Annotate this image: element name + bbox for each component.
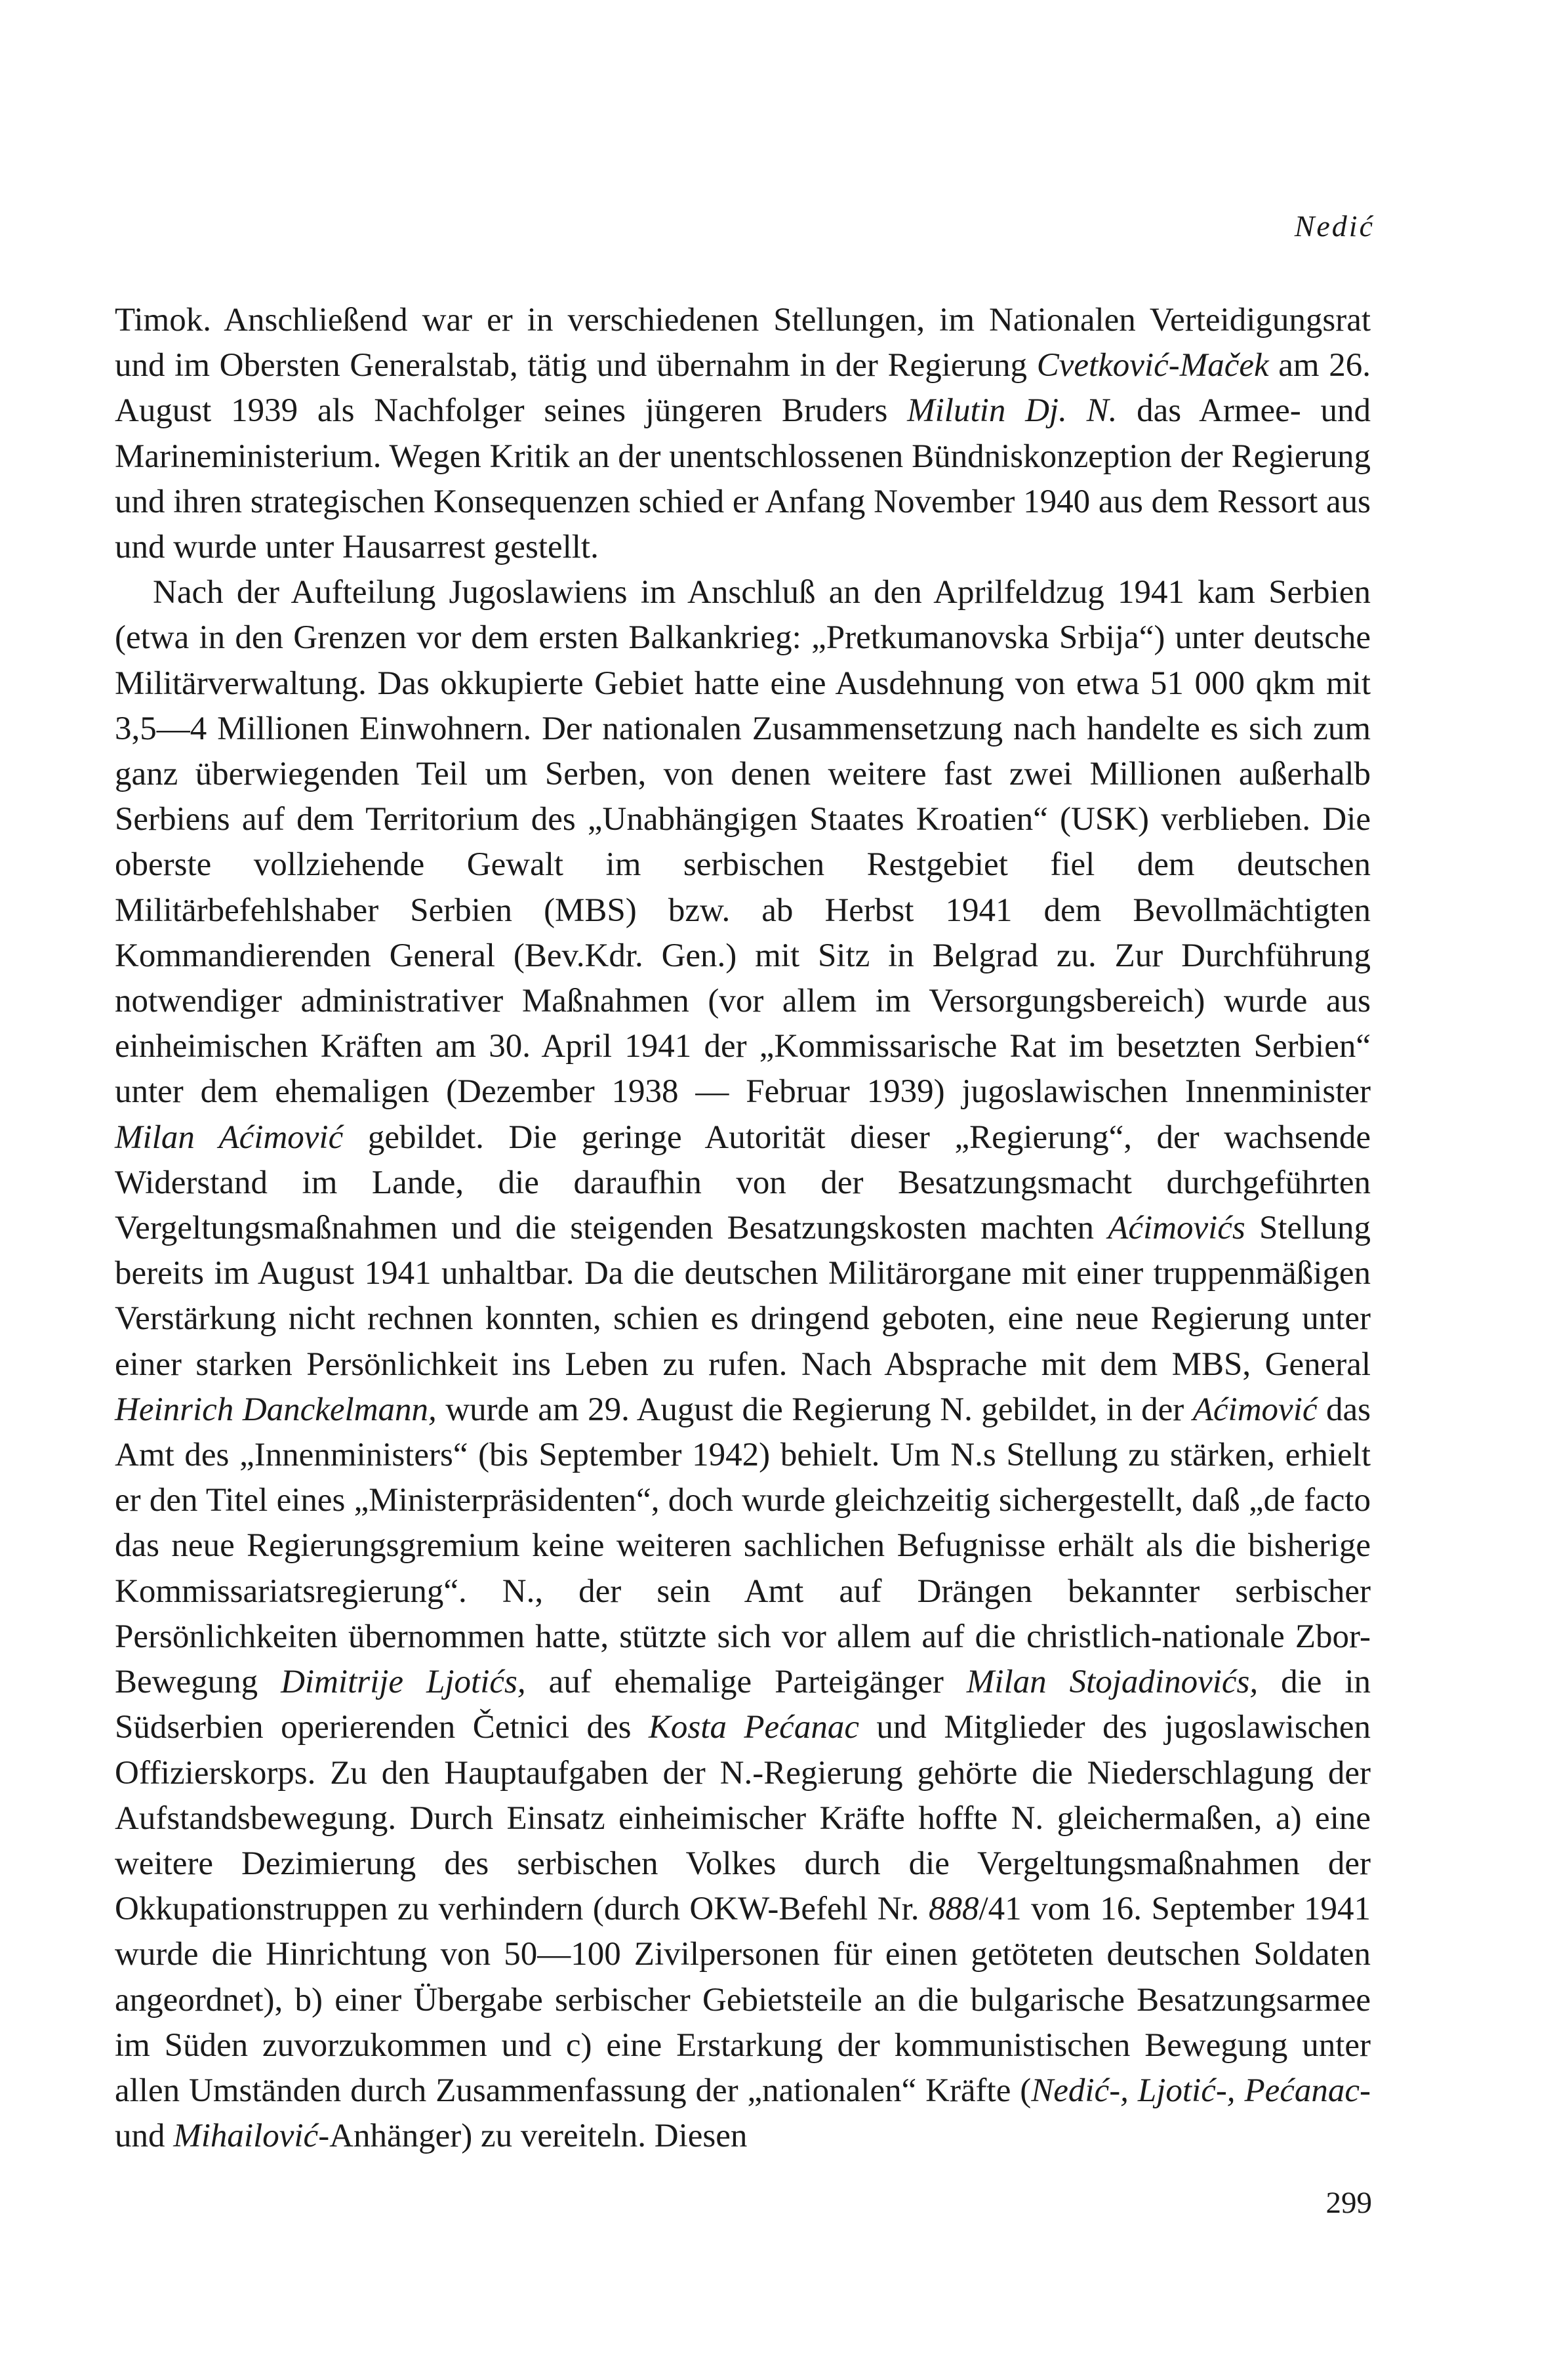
paragraph-1 <box>115 298 1371 570</box>
text-run: Nach der Aufteilung Jugoslawiens im Anschluß an den Aprilfeldzug 1941 kam Serbien (etwa in den Grenzen vor dem ersten Balkankrieg: „Pretkumanovska Srbija“) unter deutsche Militärverwaltung. Das okkupierte Gebiet hatte eine Ausdehnung von etwa 51 000 qkm mit 3,5—4 Millionen Einwohnern. Der nationalen Zusammensetzung nach handelte es sich zum ganz überwiegenden Teil um Serben, von denen weitere fast zwei Millionen außerhalb Serbiens auf dem Territorium des „Unabhängigen Staates Kroatien“ (USK) verblieben. Die oberste vollziehende Gewalt im serbischen Restgebiet fiel dem deutschen Militärbefehlshaber Serbien (MBS) bzw. ab Herbst 1941 dem Bevollmächtigten Kommandierenden General (Bev.Kdr. Gen.) mit Sitz in Belgrad zu. Zur Durchführung notwendiger administrativer Maßnahmen (vor allem im Versorgungsbereich) wurde aus einheimischen Kräften am 30. April 1941 der „Kommissarische Rat im besetzten Serbien“ unter dem ehemaligen (Dezember 1938 — Februar 1939) jugoslawischen Innenminister <box>115 574 1371 1111</box>
italic-name: Milan Aćimović <box>115 1118 344 1156</box>
body-text <box>115 298 1371 2159</box>
italic-name: Cvetković-Maček <box>1036 347 1269 384</box>
text-run: und Mitglieder des jugoslawischen Offizierskorps. Zu den Hauptaufgaben der N.-Regierung gehörte die Niederschlagung der Aufstandsbewegung. Durch Einsatz einheimischer Kräfte hoffte N. gleichermaßen, a) eine weitere Dezimierung des serbischen Volkes durch die Vergeltungsmaßnahmen der Okkupationstruppen zu verhindern (durch OKW-Befehl Nr. <box>115 1709 1371 1928</box>
italic-name: Kosta Pećanac <box>648 1709 859 1746</box>
paragraph-2 <box>115 570 1371 2159</box>
text-run: am 26. August 1939 als Nachfolger seines jüngeren Bruders <box>115 347 1371 430</box>
text-run: wurde am 29. August die Regierung N. gebildet, in der <box>436 1391 1193 1428</box>
italic-number: 888 <box>929 1891 979 1928</box>
text-run: das Armee- und Marineministerium. Wegen Kritik an der unentschlossenen Bündniskonzeption der Regierung und ihren strategischen Konsequenzen schied er Anfang November 1940 aus dem Ressort aus und wurde unter Hausarrest gestellt. <box>115 392 1371 566</box>
italic-name: Aćimović <box>1192 1391 1318 1428</box>
italic-name: Nedić-, Ljotić-, Pećanac- <box>1031 2072 1371 2109</box>
italic-name: Mihailović <box>173 2118 319 2155</box>
italic-name: Heinrich Danckelmann, <box>115 1391 437 1428</box>
text-run: und <box>115 2118 174 2155</box>
italic-name: Milan Stojadinovićs, <box>966 1664 1259 1701</box>
text-run: /41 vom 16. September 1941 wurde die Hinrichtung von 50—100 Zivilpersonen für einen getöteten deutschen Soldaten angeordnet), b) einer Übergabe serbischer Gebietsteile an die bulgarische Besatzungsarmee im Süden zuvorzukommen und c) eine Erstarkung der kommunistischen Bewegung unter allen Umständen durch Zusammenfassung der „nationalen“ Kräfte ( <box>115 1891 1371 2109</box>
italic-name: Milutin Dj. N. <box>907 392 1118 430</box>
text-run: das Amt des „Innenministers“ (bis September 1942) behielt. Um N.s Stellung zu stärken, erhielt er den Titel eines „Ministerpräsidenten“, doch wurde gleichzeitig sichergestellt, daß „de facto das neue Regierungsgremium keine weiteren sachlichen Befugnisse erhält als die bisherige Kommissariatsregierung“. N., der sein Amt auf Drängen bekannter serbischer Persönlichkeiten übernommen hatte, stützte sich vor allem auf die christlich-nationale Zbor-Bewegung <box>115 1391 1371 1701</box>
text-run: -Anhänger) zu vereiteln. Diesen <box>318 2118 748 2155</box>
text-run: Stellung bereits im August 1941 unhaltbar. Da die deutschen Militärorgane mit einer truppenmäßigen Verstärkung nicht rechnen konnten, schien es dringend geboten, eine neue Regierung unter einer starken Persönlichkeit ins Leben zu rufen. Nach Absprache mit dem MBS, General <box>115 1210 1371 1383</box>
running-head: Nedić <box>1294 209 1375 243</box>
text-run: Timok. Anschließend war er in verschiedenen Stellungen, im Nationalen Verteidigungsrat und im Obersten Generalstab, tätig und übernahm in der Regierung <box>115 302 1371 384</box>
italic-name: Dimitrije Ljotićs, <box>281 1664 526 1701</box>
text-run: auf ehemalige Parteigänger <box>525 1664 967 1701</box>
text-run: gebildet. Die geringe Autorität dieser „Regierung“, der wachsende Widerstand im Lande, die daraufhin von der Besatzungsmacht durchgeführten Vergeltungsmaßnahmen und die steigenden Besatzungskosten machten <box>115 1118 1371 1247</box>
italic-name: Aćimovićs <box>1108 1210 1245 1247</box>
page-number: 299 <box>1325 2186 1372 2220</box>
text-run: die in Südserbien operierenden Četnici des <box>115 1664 1371 1746</box>
